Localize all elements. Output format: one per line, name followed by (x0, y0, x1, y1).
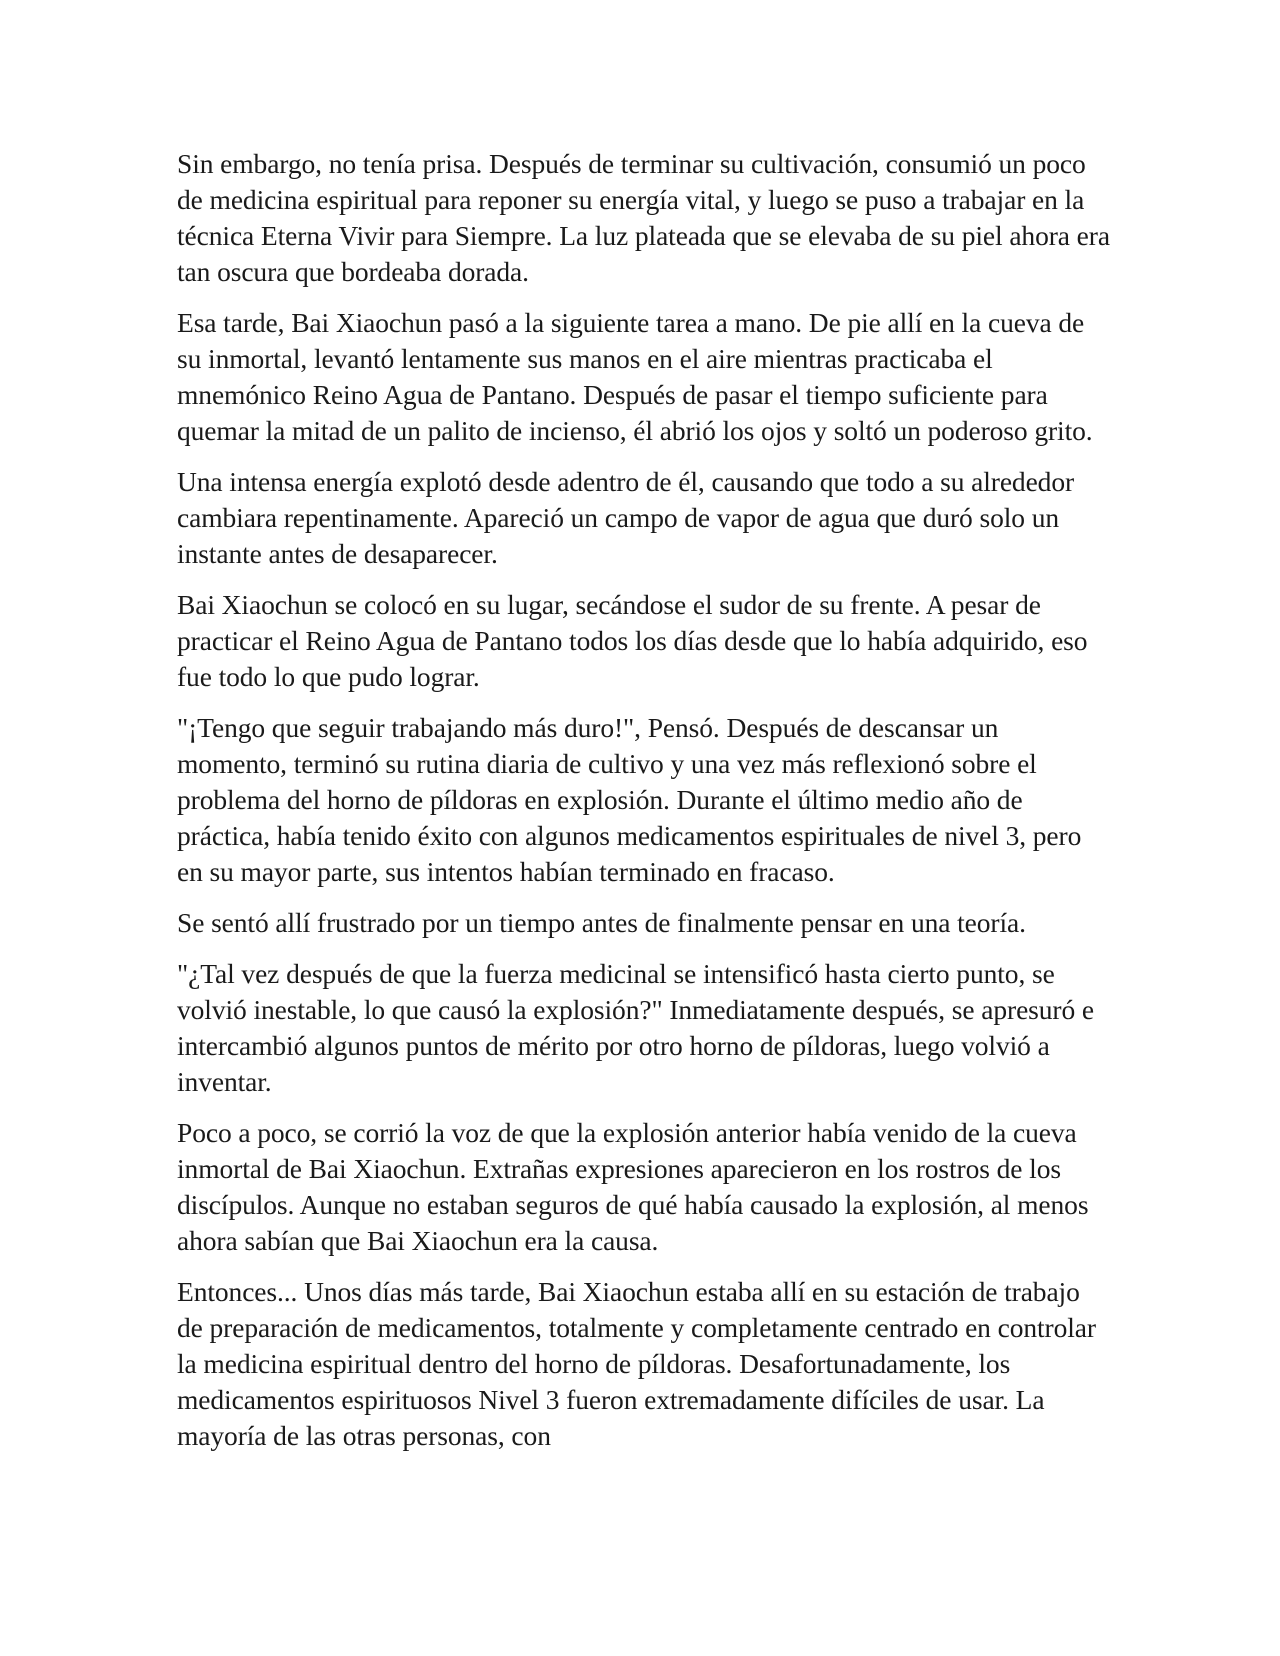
paragraph-5: "¡Tengo que seguir trabajando más duro!", Pensó. Después de descansar un momento, terminó su rutina diaria de cultivo y una vez más reflexionó sobre el problema del horno de píldoras en explosión. Durante el último medio año de práctica, había tenido éxito con algunos medicamentos espirituales de nivel 3, pero en su mayor parte, sus intentos habían terminado en fracaso. (177, 712, 1082, 887)
paragraph-1: Sin embargo, no tenía prisa. Después de terminar su cultivación, consumió un poco de medicina espiritual para reponer su energía vital, y luego se puso a trabajar en la técnica Eterna Vivir para Siempre. La luz plateada que se elevaba de su piel ahora era tan oscura que bordeaba dorada. (177, 148, 1110, 287)
paragraph-2: Esa tarde, Bai Xiaochun pasó a la siguiente tarea a mano. De pie allí en la cueva de su inmortal, levantó lentamente sus manos en el aire mientras practicaba el mnemónico Reino Agua de Pantano. Después de pasar el tiempo suficiente para quemar la mitad de un palito de incienso, él abrió los ojos y soltó un poderoso grito. (177, 307, 1093, 446)
paragraph-6: Se sentó allí frustrado por un tiempo antes de finalmente pensar en una teoría. (177, 907, 1026, 938)
document-body (177, 146, 1112, 1469)
paragraph-7: "¿Tal vez después de que la fuerza medicinal se intensificó hasta cierto punto, se volvió inestable, lo que causó la explosión?" Inmediatamente después, se apresuró e intercambió algunos puntos de mérito por otro horno de píldoras, luego volvió a inventar. (177, 958, 1095, 1097)
paragraph-8: Poco a poco, se corrió la voz de que la explosión anterior había venido de la cueva inmortal de Bai Xiaochun. Extrañas expresiones aparecieron en los rostros de los discípulos. Aunque no estaban seguros de qué había causado la explosión, al menos ahora sabían que Bai Xiaochun era la causa. (177, 1117, 1089, 1256)
paragraph-3: Una intensa energía explotó desde adentro de él, causando que todo a su alrededor cambiara repentinamente. Apareció un campo de vapor de agua que duró solo un instante antes de desaparecer. (177, 466, 1075, 569)
paragraph-4: Bai Xiaochun se colocó en su lugar, secándose el sudor de su frente. A pesar de practicar el Reino Agua de Pantano todos los días desde que lo había adquirido, eso fue todo lo que pudo lograr. (177, 589, 1088, 692)
paragraph-9: Entonces... Unos días más tarde, Bai Xiaochun estaba allí en su estación de trabajo de preparación de medicamentos, totalmente y completamente centrado en controlar la medicina espiritual dentro del horno de píldoras. Desafortunadamente, los medicamentos espirituosos Nivel 3 fueron extremadamente difíciles de usar. La mayoría de las otras personas, con (177, 1276, 1096, 1451)
